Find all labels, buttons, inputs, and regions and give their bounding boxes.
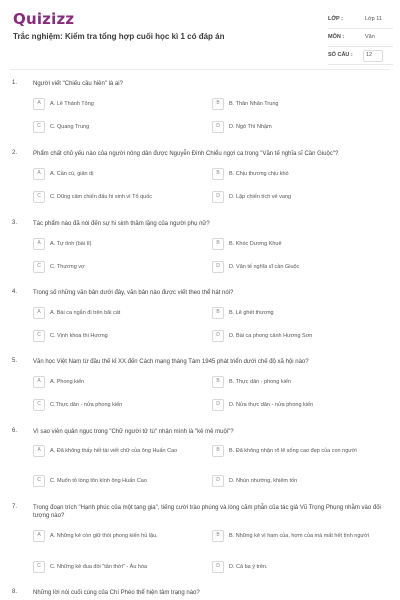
- option-letter-box: B: [212, 445, 224, 457]
- subject-row: [328, 31, 393, 47]
- question-number: 8.: [12, 589, 18, 595]
- option-letter-box: A: [33, 238, 45, 250]
- option-letter-box: C: [33, 121, 45, 133]
- question-text: Trong đoạn trích "Hạnh phúc của một tang gia", tiếng cười trào phúng và lòng căm phẫn của tác giả Vũ Trọng Phụng nhằm vào đối tượng nào?: [33, 505, 381, 519]
- option-c[interactable]: [33, 261, 213, 276]
- meta-panel: [328, 13, 393, 67]
- option-d[interactable]: [212, 121, 392, 136]
- question-text: Những lời nói cuối cùng của Chí Phèo thể hiện tâm trạng nào?: [33, 590, 200, 596]
- option-d[interactable]: [212, 561, 392, 576]
- option-text: C. Những kẻ đua đòi "tân thời" - Âu hóa: [50, 564, 148, 570]
- question-count-label: SỐ CÂU :: [328, 52, 353, 58]
- option-text: B. Thân Nhân Trung: [229, 101, 279, 107]
- option-letter-box: A: [33, 168, 45, 180]
- option-letter-box: D: [212, 121, 224, 133]
- option-a[interactable]: [33, 307, 213, 322]
- question-text: Vì sao viên quản ngục trong "Chữ người tử tù" nhận mình là "kẻ mê muội"?: [33, 429, 234, 435]
- option-text: C. Vịnh khoa thi Hương: [50, 333, 108, 339]
- option-text: B. Khóc Dương Khuê: [229, 241, 282, 247]
- option-letter-box: A: [33, 445, 45, 457]
- quizizz-logo: Quizizz: [13, 10, 75, 28]
- question-number: 5.: [12, 358, 18, 364]
- option-letter-box: D: [212, 475, 224, 487]
- option-d[interactable]: [212, 475, 392, 490]
- option-text: D. Ngô Thì Nhậm: [229, 124, 272, 130]
- option-a[interactable]: [33, 376, 213, 391]
- option-letter-box: B: [212, 530, 224, 542]
- option-a[interactable]: [33, 530, 213, 552]
- option-letter-box: C: [33, 261, 45, 273]
- subject-label: MÔN :: [328, 34, 345, 40]
- option-text: A. Lê Thánh Tông: [50, 101, 94, 107]
- subject-value: Văn: [365, 34, 375, 40]
- option-c[interactable]: [33, 191, 213, 206]
- option-letter-box: B: [212, 376, 224, 388]
- question-text: Phẩm chất chủ yếu nào của người nông dân được Nguyễn Đình Chiểu ngợi ca trong "Văn tế nghĩa sĩ Cần Giuộc"?: [33, 151, 339, 157]
- option-text: B. Lẽ ghét thương: [229, 310, 274, 316]
- option-a[interactable]: [33, 98, 213, 113]
- class-row: [328, 13, 393, 29]
- option-b[interactable]: [212, 530, 392, 552]
- option-b[interactable]: [212, 98, 392, 113]
- question-number: 3.: [12, 220, 18, 226]
- option-letter-box: D: [212, 399, 224, 411]
- option-text: C. Muốn tỏ lòng tôn kính ông Huấn Cao: [50, 478, 147, 484]
- option-text: A. Tự tình (bài II): [50, 241, 92, 247]
- option-letter-box: A: [33, 376, 45, 388]
- option-letter-box: C: [33, 191, 45, 203]
- option-text: B. Những kẻ vì ham của, hợm của mà mất hết tình người: [229, 533, 369, 539]
- option-c[interactable]: [33, 475, 213, 490]
- option-letter-box: A: [33, 530, 45, 542]
- question-number: 7.: [12, 504, 18, 510]
- option-text: B. Chịu thương chịu khó: [229, 171, 289, 177]
- option-b[interactable]: [212, 445, 392, 467]
- option-d[interactable]: [212, 191, 392, 206]
- question-text: Người viết "Chiếu cầu hiền" là ai?: [33, 81, 123, 87]
- question-number: 6.: [12, 428, 18, 434]
- header-divider: [10, 69, 390, 70]
- option-b[interactable]: [212, 238, 392, 253]
- option-b[interactable]: [212, 307, 392, 322]
- option-text: A. Những kẻ còn giữ thói phong kiến hủ lậu.: [50, 533, 158, 539]
- option-text: D. Cả ba ý trên.: [229, 564, 268, 570]
- option-text: C. Quang Trung: [50, 124, 90, 130]
- question-text: Trong số những văn bản dưới đây, văn bản nào được viết theo thể hát nói?: [33, 290, 234, 296]
- option-a[interactable]: [33, 168, 213, 183]
- option-b[interactable]: [212, 376, 392, 391]
- option-text: C. Thương vợ: [50, 264, 85, 270]
- question-number: 1.: [12, 80, 18, 86]
- worksheet-title: Trắc nghiệm: Kiểm tra tổng hợp cuối học kì 1 có đáp án: [13, 32, 225, 41]
- option-text: D. Bài ca phong cảnh Hương Sơn: [229, 333, 313, 339]
- option-letter-box: D: [212, 261, 224, 273]
- option-text: B. Thực dân - phong kiến: [229, 379, 291, 385]
- option-text: D. Nhún nhường, khiêm tốn: [229, 478, 298, 484]
- question-text: Văn học Việt Nam từ đầu thế kỉ XX đến Cách mạng tháng Tám 1945 phát triển dưới chế độ xã hội nào?: [33, 359, 309, 365]
- option-text: D. Văn tế nghĩa sĩ cần Giuộc: [229, 264, 300, 270]
- option-c[interactable]: [33, 399, 213, 414]
- option-letter-box: A: [33, 307, 45, 319]
- option-c[interactable]: [33, 330, 213, 345]
- option-d[interactable]: [212, 330, 392, 345]
- class-label: LỚP :: [328, 16, 343, 22]
- option-letter-box: C: [33, 475, 45, 487]
- option-letter-box: C: [33, 561, 45, 573]
- question-number: 4.: [12, 289, 18, 295]
- option-letter-box: B: [212, 307, 224, 319]
- question-count-field: [363, 50, 383, 62]
- option-letter-box: D: [212, 330, 224, 342]
- option-text: A. Cần cù, giản dị: [50, 171, 94, 177]
- option-c[interactable]: [33, 561, 213, 576]
- question-count-row: [328, 49, 393, 65]
- question-count-value: 12: [366, 52, 373, 58]
- question-number: 2.: [12, 150, 18, 156]
- option-letter-box: C: [33, 399, 45, 411]
- option-text: C. Dũng cảm chiến đấu hi sinh vì Tổ quốc: [50, 194, 153, 200]
- question-text: Tác phẩm nào đã nói đến sự hi sinh thầm lặng của người phụ nữ?: [33, 221, 210, 227]
- option-letter-box: D: [212, 561, 224, 573]
- class-value: Lớp 11: [365, 16, 382, 22]
- option-text: C.Thực dân - nửa phong kiến: [50, 402, 123, 408]
- option-d[interactable]: [212, 399, 392, 414]
- option-letter-box: B: [212, 98, 224, 110]
- option-letter-box: C: [33, 330, 45, 342]
- option-d[interactable]: [212, 261, 392, 276]
- option-letter-box: B: [212, 168, 224, 180]
- option-b[interactable]: [212, 168, 392, 183]
- option-text: A. Đã không thấy hết tài viết chữ của ông Huấn Cao: [50, 448, 178, 454]
- option-c[interactable]: [33, 121, 213, 136]
- option-text: D. Lập chiến tích vẻ vang: [229, 194, 292, 200]
- option-text: A. Phong kiến: [50, 379, 85, 385]
- worksheet-header: [0, 0, 400, 72]
- option-letter-box: D: [212, 191, 224, 203]
- option-letter-box: B: [212, 238, 224, 250]
- option-text: B. Đã không nhận rõ lẽ sống cao đẹp của con người: [229, 448, 357, 454]
- option-a[interactable]: [33, 445, 213, 467]
- option-letter-box: A: [33, 98, 45, 110]
- option-text: A. Bài ca ngắn đi trên bãi cát: [50, 310, 121, 316]
- option-a[interactable]: [33, 238, 213, 253]
- option-text: D. Nửa thực dân - nửa phong kiến: [229, 402, 314, 408]
